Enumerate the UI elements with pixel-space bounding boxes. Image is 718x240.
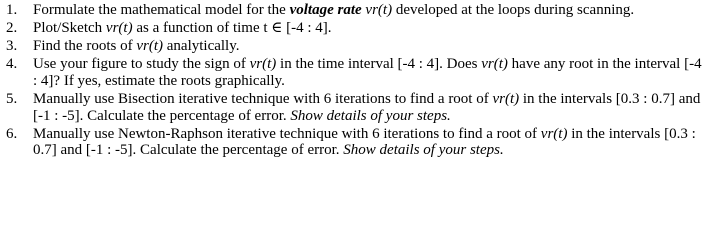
text-run: Manually use Bisection iterative technique with 6 iterations to find a root of [33, 90, 493, 107]
item-text [33, 38, 240, 54]
math-expression: vr(t) [249, 56, 277, 73]
item-text [33, 91, 700, 124]
text-run: Manually use Newton-Raphson iterative technique with 6 iterations to find a root of [33, 125, 541, 142]
list-item [0, 38, 718, 55]
list-item [0, 126, 718, 159]
instruction-note: Show details of your steps. [343, 142, 504, 159]
list-item [0, 56, 718, 89]
text-run: in the intervals [0.3 : 0.7] and [-1 : -5]. Calculate the percentage of error. [33, 90, 701, 124]
math-expression: vr(t) [365, 2, 393, 18]
list-item [0, 2, 718, 19]
math-expression: vr(t) [492, 90, 520, 107]
text-run: analytically. [163, 38, 240, 55]
item-number: 5. [6, 90, 18, 107]
text-run: as a function of time t ∈ [-4 : 4]. [132, 20, 332, 37]
item-text [33, 56, 702, 89]
math-expression: vr(t) [136, 38, 163, 55]
item-number: 2. [6, 20, 18, 37]
list-item [0, 20, 718, 37]
item-text [33, 20, 332, 36]
list-item [0, 91, 718, 124]
math-expression: vr(t) [105, 20, 133, 37]
text-run: Use your figure to study the sign of [33, 56, 250, 73]
text-run: in the time interval [-4 : 4]. Does [276, 56, 482, 73]
instruction-note: Show details of your steps. [290, 107, 451, 124]
text-run: Plot/Sketch [33, 20, 106, 37]
text-run: in the intervals [0.3 : 0.7] and [-1 : -5]. Calculate the percentage of error. [33, 125, 696, 159]
item-text [33, 126, 696, 159]
text-run: Find the roots of [33, 38, 137, 55]
text-run: developed at the loops during scanning. [392, 2, 635, 18]
text-run: Formulate the mathematical model for the [33, 2, 290, 18]
item-number: 6. [6, 125, 18, 142]
item-number: 1. [6, 2, 18, 18]
item-text [33, 2, 634, 18]
emphasized-term: voltage rate [289, 2, 362, 18]
math-expression: vr(t) [481, 56, 508, 73]
math-expression: vr(t) [540, 125, 568, 142]
item-number: 4. [6, 56, 18, 73]
numbered-question-list [0, 2, 718, 160]
item-number: 3. [6, 38, 18, 55]
text-run: have any root in the interval [-4 : 4]? If yes, estimate the roots graphically. [33, 56, 702, 89]
